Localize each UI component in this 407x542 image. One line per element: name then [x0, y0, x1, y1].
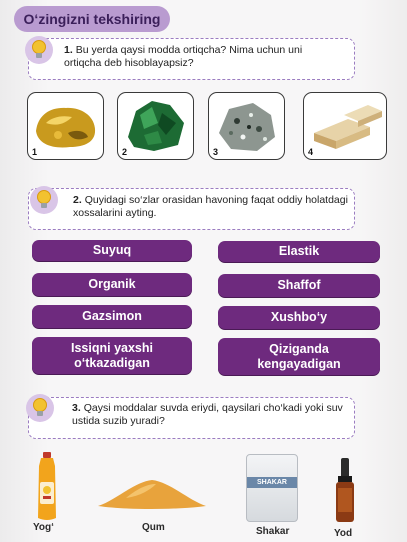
option-image-4[interactable]: [303, 92, 387, 160]
lightbulb-icon: [25, 36, 53, 64]
option-suyuq[interactable]: Suyuq: [32, 240, 192, 261]
label-shakar: Shakar: [256, 526, 290, 537]
option-image-1[interactable]: [27, 92, 104, 160]
label-yog: Yog‘: [33, 522, 54, 533]
option-organik[interactable]: Organik: [32, 273, 192, 296]
option-issiqni-yaxshi[interactable]: Issiqni yaxshi o‘tkazadigan: [32, 337, 192, 374]
iodine-bottle-icon: [334, 458, 356, 524]
image-number-1: 1: [32, 147, 38, 157]
question-3-text: 3. Qaysi moddalar suvda eriydi, qaysilari cho‘kadi yoki suv ustida suzib yuradi?: [72, 402, 343, 427]
sugar-bag-icon: [246, 454, 298, 522]
label-yod: Yod: [334, 528, 353, 539]
image-number-4: 4: [308, 147, 314, 157]
option-shaffof[interactable]: Shaffof: [218, 274, 380, 297]
image-number-3: 3: [213, 147, 219, 157]
option-xushboy[interactable]: Xushbo‘y: [218, 306, 380, 329]
granite-rock-icon: [209, 93, 284, 159]
wood-blocks-icon: [304, 93, 386, 159]
option-image-3[interactable]: [208, 92, 285, 160]
sand-pile-icon: [96, 474, 208, 510]
option-qiziganda[interactable]: Qiziganda kengayadigan: [218, 338, 380, 375]
oil-bottle-icon: [32, 452, 62, 522]
label-qum: Qum: [142, 522, 165, 533]
lightbulb-icon: [26, 394, 54, 422]
green-crystal-icon: [118, 93, 193, 159]
sugar-bag-label: SHAKAR: [247, 477, 297, 488]
option-image-2[interactable]: [117, 92, 194, 160]
option-gazsimon[interactable]: Gazsimon: [32, 305, 192, 328]
image-number-2: 2: [122, 147, 128, 157]
section-title: O‘zingizni tekshiring: [14, 6, 170, 32]
gold-nugget-icon: [28, 93, 103, 159]
lightbulb-icon: [30, 186, 58, 214]
question-2-text: 2. Quyidagi so‘zlar orasidan havoning faqat oddiy holatdagi xossalarini ayting.: [73, 194, 348, 219]
option-elastik[interactable]: Elastik: [218, 241, 380, 262]
question-1-text: 1. Bu yerda qaysi modda ortiqcha? Nima uchun uni ortiqcha deb hisoblayapsiz?: [64, 44, 303, 69]
